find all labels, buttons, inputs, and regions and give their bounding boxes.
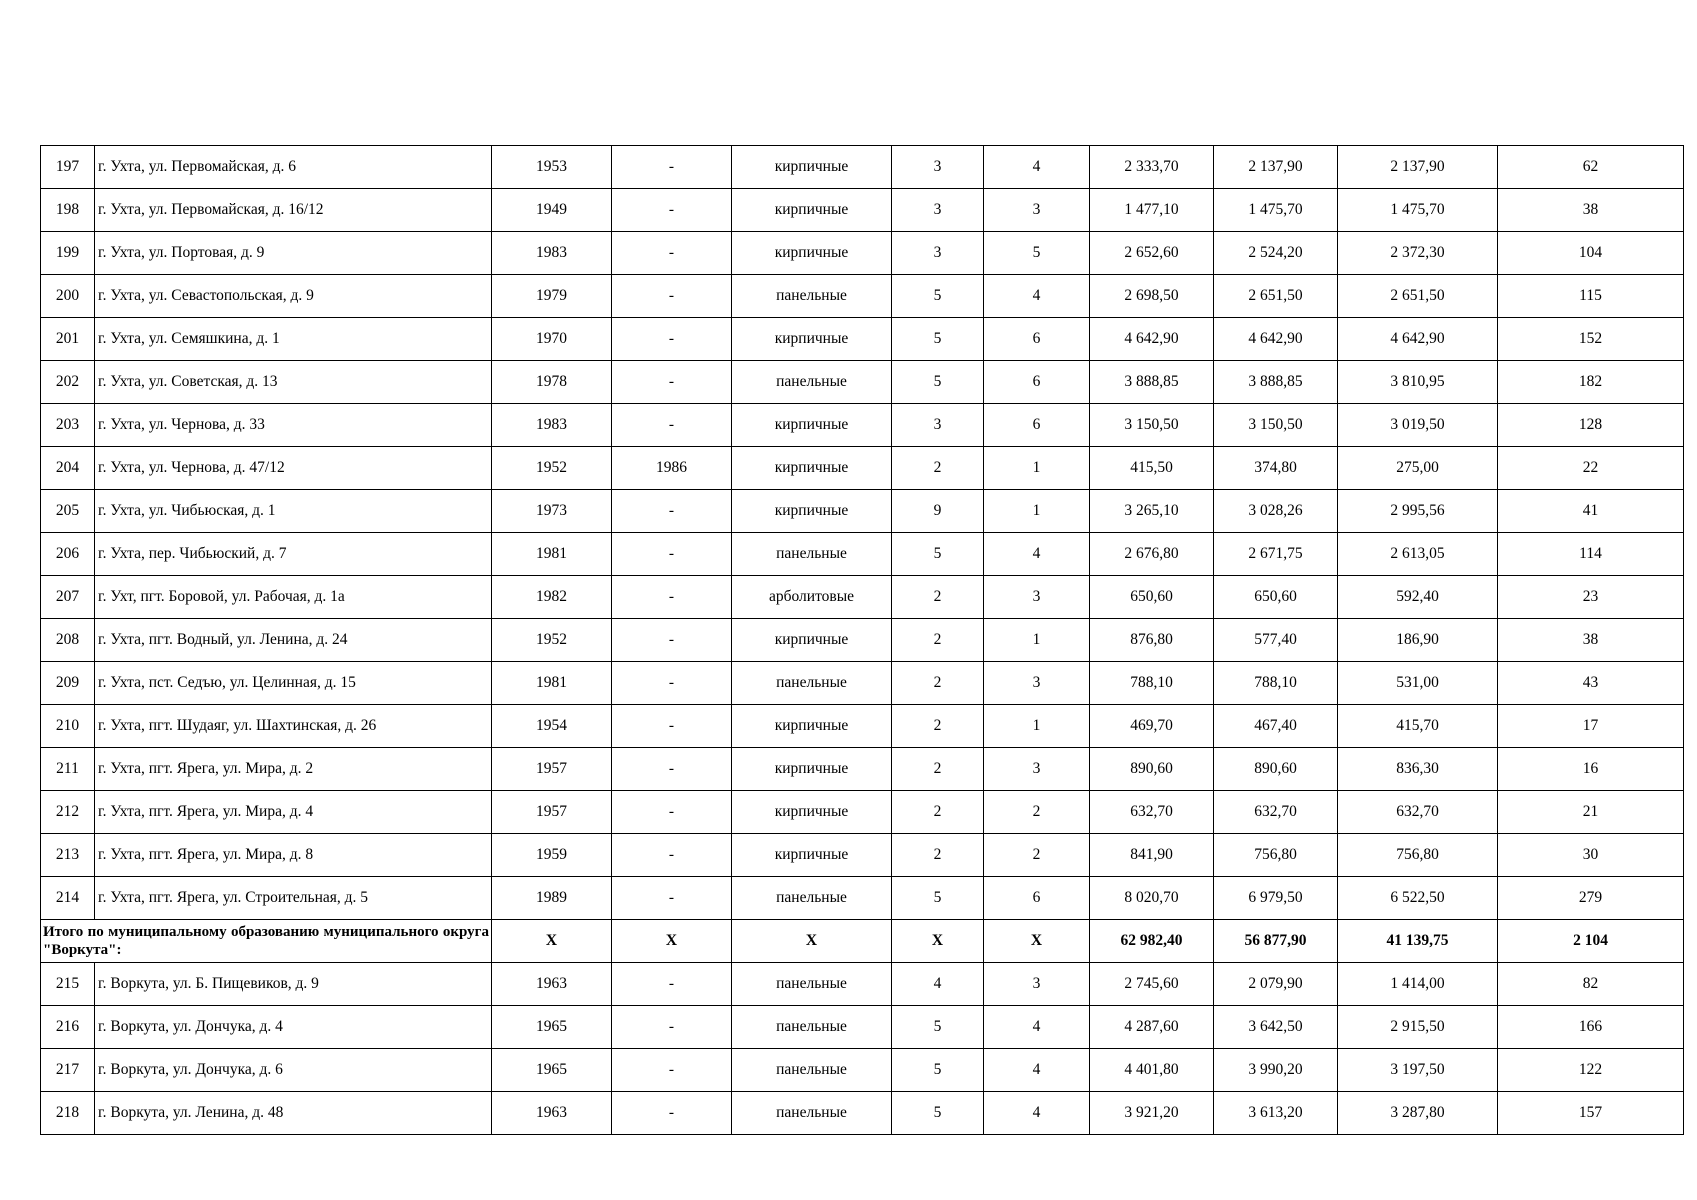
year-cell: 1973 [492,490,612,533]
residents-cell: 16 [1498,748,1684,791]
area-living-cell: 2 137,90 [1214,146,1338,189]
residents-cell: 115 [1498,275,1684,318]
table-row [41,705,1684,748]
area-residential-cell: 836,30 [1338,748,1498,791]
area-living-cell: 788,10 [1214,662,1338,705]
entrances-cell: 4 [984,275,1090,318]
area-residential-cell: 186,90 [1338,619,1498,662]
floors-cell: 2 [892,619,984,662]
material-cell: кирпичные [732,232,892,275]
material-cell: кирпичные [732,404,892,447]
year-cell: 1982 [492,576,612,619]
residents-cell: 114 [1498,533,1684,576]
area-residential-cell: 531,00 [1338,662,1498,705]
area-total-cell: 3 150,50 [1090,404,1214,447]
row-number-cell: 218 [41,1092,95,1135]
floors-cell: 9 [892,490,984,533]
address-cell: г. Ухта, пгт. Ярега, ул. Мира, д. 4 [95,791,492,834]
reconstruction-cell: - [612,662,732,705]
entrances-cell: 1 [984,705,1090,748]
floors-cell: 5 [892,361,984,404]
residents-cell: 279 [1498,877,1684,920]
area-total-cell: 2 652,60 [1090,232,1214,275]
residents-cell: 17 [1498,705,1684,748]
table-row [41,447,1684,490]
area-residential-cell: 3 287,80 [1338,1092,1498,1135]
material-cell: панельные [732,275,892,318]
residents-cell: 166 [1498,1006,1684,1049]
area-living-cell: 3 150,50 [1214,404,1338,447]
year-cell: 1979 [492,275,612,318]
address-cell: г. Ухта, пгт. Ярега, ул. Строительная, д. 5 [95,877,492,920]
floors-cell: 5 [892,318,984,361]
entrances-cell: 4 [984,533,1090,576]
area-total-cell: 876,80 [1090,619,1214,662]
address-cell: г. Ухта, ул. Первомайская, д. 16/12 [95,189,492,232]
address-cell: г. Ухта, ул. Семяшкина, д. 1 [95,318,492,361]
area-total-cell: 841,90 [1090,834,1214,877]
area-total-cell: 62 982,40 [1090,920,1214,963]
table-row [41,1049,1684,1092]
table-row [41,189,1684,232]
area-total-cell: 890,60 [1090,748,1214,791]
entrances-cell: 6 [984,404,1090,447]
floors-cell: 3 [892,404,984,447]
reconstruction-cell: - [612,189,732,232]
address-cell: г. Ухта, пгт. Ярега, ул. Мира, д. 8 [95,834,492,877]
row-number-cell: 206 [41,533,95,576]
address-cell: г. Ухта, пст. Седъю, ул. Целинная, д. 15 [95,662,492,705]
residents-cell: 128 [1498,404,1684,447]
year-cell: 1954 [492,705,612,748]
total-label: Итого по муниципальному образованию муниципального округа "Воркута": [41,920,492,963]
residents-cell: 104 [1498,232,1684,275]
table-row [41,748,1684,791]
table-row [41,619,1684,662]
area-residential-cell: 3 810,95 [1338,361,1498,404]
residents-cell: 30 [1498,834,1684,877]
material-cell: кирпичные [732,834,892,877]
material-cell: панельные [732,1049,892,1092]
material-cell: кирпичные [732,189,892,232]
row-number-cell: 211 [41,748,95,791]
area-total-cell: 632,70 [1090,791,1214,834]
reconstruction-cell: - [612,1049,732,1092]
reconstruction-cell: - [612,1006,732,1049]
residents-cell: 152 [1498,318,1684,361]
material-cell: X [732,920,892,963]
area-residential-cell: 3 019,50 [1338,404,1498,447]
area-residential-cell: 2 372,30 [1338,232,1498,275]
area-total-cell: 4 642,90 [1090,318,1214,361]
area-total-cell: 1 477,10 [1090,189,1214,232]
row-number-cell: 208 [41,619,95,662]
area-total-cell: 469,70 [1090,705,1214,748]
area-residential-cell: 6 522,50 [1338,877,1498,920]
entrances-cell: 2 [984,834,1090,877]
area-living-cell: 6 979,50 [1214,877,1338,920]
area-living-cell: 890,60 [1214,748,1338,791]
floors-cell: 3 [892,232,984,275]
floors-cell: 2 [892,705,984,748]
material-cell: панельные [732,662,892,705]
row-number-cell: 199 [41,232,95,275]
area-total-cell: 2 333,70 [1090,146,1214,189]
table-row [41,662,1684,705]
floors-cell: 2 [892,748,984,791]
area-residential-cell: 2 613,05 [1338,533,1498,576]
material-cell: панельные [732,877,892,920]
row-number-cell: 200 [41,275,95,318]
table-row [41,1006,1684,1049]
floors-cell: 2 [892,662,984,705]
entrances-cell: 1 [984,490,1090,533]
entrances-cell: 1 [984,619,1090,662]
residents-cell: 82 [1498,963,1684,1006]
material-cell: панельные [732,1006,892,1049]
area-residential-cell: 3 197,50 [1338,1049,1498,1092]
address-cell: г. Воркута, ул. Дончука, д. 6 [95,1049,492,1092]
entrances-cell: 6 [984,318,1090,361]
area-total-cell: 4 401,80 [1090,1049,1214,1092]
area-living-cell: 4 642,90 [1214,318,1338,361]
year-cell: 1981 [492,662,612,705]
year-cell: X [492,920,612,963]
entrances-cell: 5 [984,232,1090,275]
area-living-cell: 1 475,70 [1214,189,1338,232]
reconstruction-cell: - [612,361,732,404]
address-cell: г. Воркута, ул. Дончука, д. 4 [95,1006,492,1049]
area-residential-cell: 415,70 [1338,705,1498,748]
entrances-cell: 3 [984,963,1090,1006]
area-living-cell: 3 990,20 [1214,1049,1338,1092]
address-cell: г. Ухта, пгт. Ярега, ул. Мира, д. 2 [95,748,492,791]
reconstruction-cell: - [612,275,732,318]
year-cell: 1959 [492,834,612,877]
area-living-cell: 56 877,90 [1214,920,1338,963]
table-row [41,791,1684,834]
reconstruction-cell: - [612,619,732,662]
reconstruction-cell: 1986 [612,447,732,490]
area-living-cell: 756,80 [1214,834,1338,877]
area-total-cell: 415,50 [1090,447,1214,490]
entrances-cell: 6 [984,877,1090,920]
material-cell: кирпичные [732,146,892,189]
reconstruction-cell: - [612,877,732,920]
address-cell: г. Ухта, пгт. Водный, ул. Ленина, д. 24 [95,619,492,662]
table-row [41,963,1684,1006]
area-residential-cell: 1 475,70 [1338,189,1498,232]
reconstruction-cell: - [612,963,732,1006]
table-row [41,275,1684,318]
area-residential-cell: 592,40 [1338,576,1498,619]
area-residential-cell: 2 995,56 [1338,490,1498,533]
floors-cell: 4 [892,963,984,1006]
area-residential-cell: 2 137,90 [1338,146,1498,189]
table-row [41,404,1684,447]
floors-cell: 5 [892,1006,984,1049]
area-total-cell: 2 745,60 [1090,963,1214,1006]
area-living-cell: 3 888,85 [1214,361,1338,404]
area-living-cell: 650,60 [1214,576,1338,619]
table-row [41,318,1684,361]
area-total-cell: 3 921,20 [1090,1092,1214,1135]
area-residential-cell: 632,70 [1338,791,1498,834]
address-cell: г. Ухт, пгт. Боровой, ул. Рабочая, д. 1а [95,576,492,619]
address-cell: г. Ухта, ул. Советская, д. 13 [95,361,492,404]
residents-cell: 43 [1498,662,1684,705]
address-cell: г. Ухта, ул. Первомайская, д. 6 [95,146,492,189]
floors-cell: 2 [892,447,984,490]
area-total-cell: 788,10 [1090,662,1214,705]
year-cell: 1949 [492,189,612,232]
row-number-cell: 205 [41,490,95,533]
area-total-cell: 650,60 [1090,576,1214,619]
table-row [41,877,1684,920]
residents-cell: 38 [1498,189,1684,232]
year-cell: 1983 [492,232,612,275]
entrances-cell: 3 [984,662,1090,705]
area-residential-cell: 2 915,50 [1338,1006,1498,1049]
year-cell: 1970 [492,318,612,361]
area-living-cell: 3 642,50 [1214,1006,1338,1049]
reconstruction-cell: - [612,576,732,619]
material-cell: кирпичные [732,490,892,533]
row-number-cell: 201 [41,318,95,361]
entrances-cell: 6 [984,361,1090,404]
row-number-cell: 216 [41,1006,95,1049]
address-cell: г. Воркута, ул. Б. Пищевиков, д. 9 [95,963,492,1006]
area-living-cell: 577,40 [1214,619,1338,662]
address-cell: г. Ухта, ул. Портовая, д. 9 [95,232,492,275]
row-number-cell: 212 [41,791,95,834]
reconstruction-cell: - [612,834,732,877]
total-row [41,920,1684,963]
residents-cell: 122 [1498,1049,1684,1092]
entrances-cell: 2 [984,791,1090,834]
row-number-cell: 215 [41,963,95,1006]
address-cell: г. Ухта, пер. Чибьюский, д. 7 [95,533,492,576]
address-cell: г. Ухта, ул. Чернова, д. 47/12 [95,447,492,490]
area-residential-cell: 2 651,50 [1338,275,1498,318]
area-living-cell: 2 651,50 [1214,275,1338,318]
table-row [41,490,1684,533]
entrances-cell: 3 [984,576,1090,619]
area-total-cell: 3 888,85 [1090,361,1214,404]
entrances-cell: 1 [984,447,1090,490]
year-cell: 1957 [492,748,612,791]
area-residential-cell: 4 642,90 [1338,318,1498,361]
reconstruction-cell: - [612,748,732,791]
table-body [41,146,1684,1135]
year-cell: 1989 [492,877,612,920]
area-living-cell: 374,80 [1214,447,1338,490]
residents-cell: 23 [1498,576,1684,619]
year-cell: 1963 [492,963,612,1006]
entrances-cell: 4 [984,1092,1090,1135]
area-total-cell: 4 287,60 [1090,1006,1214,1049]
year-cell: 1957 [492,791,612,834]
area-living-cell: 3 028,26 [1214,490,1338,533]
area-residential-cell: 1 414,00 [1338,963,1498,1006]
area-total-cell: 2 676,80 [1090,533,1214,576]
row-number-cell: 203 [41,404,95,447]
year-cell: 1983 [492,404,612,447]
floors-cell: 5 [892,1092,984,1135]
reconstruction-cell: - [612,1092,732,1135]
row-number-cell: 202 [41,361,95,404]
area-total-cell: 8 020,70 [1090,877,1214,920]
address-cell: г. Ухта, ул. Чернова, д. 33 [95,404,492,447]
row-number-cell: 209 [41,662,95,705]
residents-cell: 157 [1498,1092,1684,1135]
year-cell: 1965 [492,1006,612,1049]
entrances-cell: 3 [984,189,1090,232]
residents-cell: 21 [1498,791,1684,834]
row-number-cell: 214 [41,877,95,920]
table-row [41,576,1684,619]
reconstruction-cell: - [612,791,732,834]
material-cell: кирпичные [732,447,892,490]
floors-cell: 3 [892,146,984,189]
residents-cell: 38 [1498,619,1684,662]
address-cell: г. Ухта, ул. Севастопольская, д. 9 [95,275,492,318]
reconstruction-cell: - [612,404,732,447]
year-cell: 1952 [492,447,612,490]
reconstruction-cell: X [612,920,732,963]
reconstruction-cell: - [612,232,732,275]
reconstruction-cell: - [612,318,732,361]
row-number-cell: 207 [41,576,95,619]
area-living-cell: 2 079,90 [1214,963,1338,1006]
material-cell: кирпичные [732,619,892,662]
residents-cell: 2 104 [1498,920,1684,963]
year-cell: 1981 [492,533,612,576]
floors-cell: 5 [892,1049,984,1092]
material-cell: панельные [732,533,892,576]
area-residential-cell: 275,00 [1338,447,1498,490]
area-residential-cell: 41 139,75 [1338,920,1498,963]
row-number-cell: 217 [41,1049,95,1092]
table-row [41,361,1684,404]
row-number-cell: 213 [41,834,95,877]
area-total-cell: 2 698,50 [1090,275,1214,318]
area-living-cell: 3 613,20 [1214,1092,1338,1135]
area-residential-cell: 756,80 [1338,834,1498,877]
address-cell: г. Воркута, ул. Ленина, д. 48 [95,1092,492,1135]
material-cell: кирпичные [732,705,892,748]
floors-cell: X [892,920,984,963]
table-row [41,146,1684,189]
floors-cell: 5 [892,275,984,318]
floors-cell: 5 [892,877,984,920]
year-cell: 1952 [492,619,612,662]
material-cell: панельные [732,963,892,1006]
reconstruction-cell: - [612,146,732,189]
table-row [41,834,1684,877]
area-living-cell: 467,40 [1214,705,1338,748]
residents-cell: 22 [1498,447,1684,490]
housing-table [40,145,1684,1135]
material-cell: кирпичные [732,748,892,791]
material-cell: панельные [732,361,892,404]
row-number-cell: 204 [41,447,95,490]
area-total-cell: 3 265,10 [1090,490,1214,533]
residents-cell: 62 [1498,146,1684,189]
reconstruction-cell: - [612,490,732,533]
row-number-cell: 198 [41,189,95,232]
entrances-cell: 4 [984,1006,1090,1049]
area-living-cell: 2 524,20 [1214,232,1338,275]
material-cell: панельные [732,1092,892,1135]
table-row [41,232,1684,275]
row-number-cell: 197 [41,146,95,189]
year-cell: 1965 [492,1049,612,1092]
reconstruction-cell: - [612,705,732,748]
area-living-cell: 632,70 [1214,791,1338,834]
material-cell: арболитовые [732,576,892,619]
year-cell: 1953 [492,146,612,189]
address-cell: г. Ухта, ул. Чибьюская, д. 1 [95,490,492,533]
residents-cell: 41 [1498,490,1684,533]
material-cell: кирпичные [732,318,892,361]
reconstruction-cell: - [612,533,732,576]
entrances-cell: 4 [984,1049,1090,1092]
floors-cell: 2 [892,576,984,619]
area-living-cell: 2 671,75 [1214,533,1338,576]
material-cell: кирпичные [732,791,892,834]
table-row [41,1092,1684,1135]
address-cell: г. Ухта, пгт. Шудаяг, ул. Шахтинская, д. 26 [95,705,492,748]
entrances-cell: 4 [984,146,1090,189]
row-number-cell: 210 [41,705,95,748]
floors-cell: 5 [892,533,984,576]
year-cell: 1978 [492,361,612,404]
floors-cell: 2 [892,791,984,834]
residents-cell: 182 [1498,361,1684,404]
entrances-cell: X [984,920,1090,963]
floors-cell: 3 [892,189,984,232]
table-row [41,533,1684,576]
floors-cell: 2 [892,834,984,877]
entrances-cell: 3 [984,748,1090,791]
year-cell: 1963 [492,1092,612,1135]
